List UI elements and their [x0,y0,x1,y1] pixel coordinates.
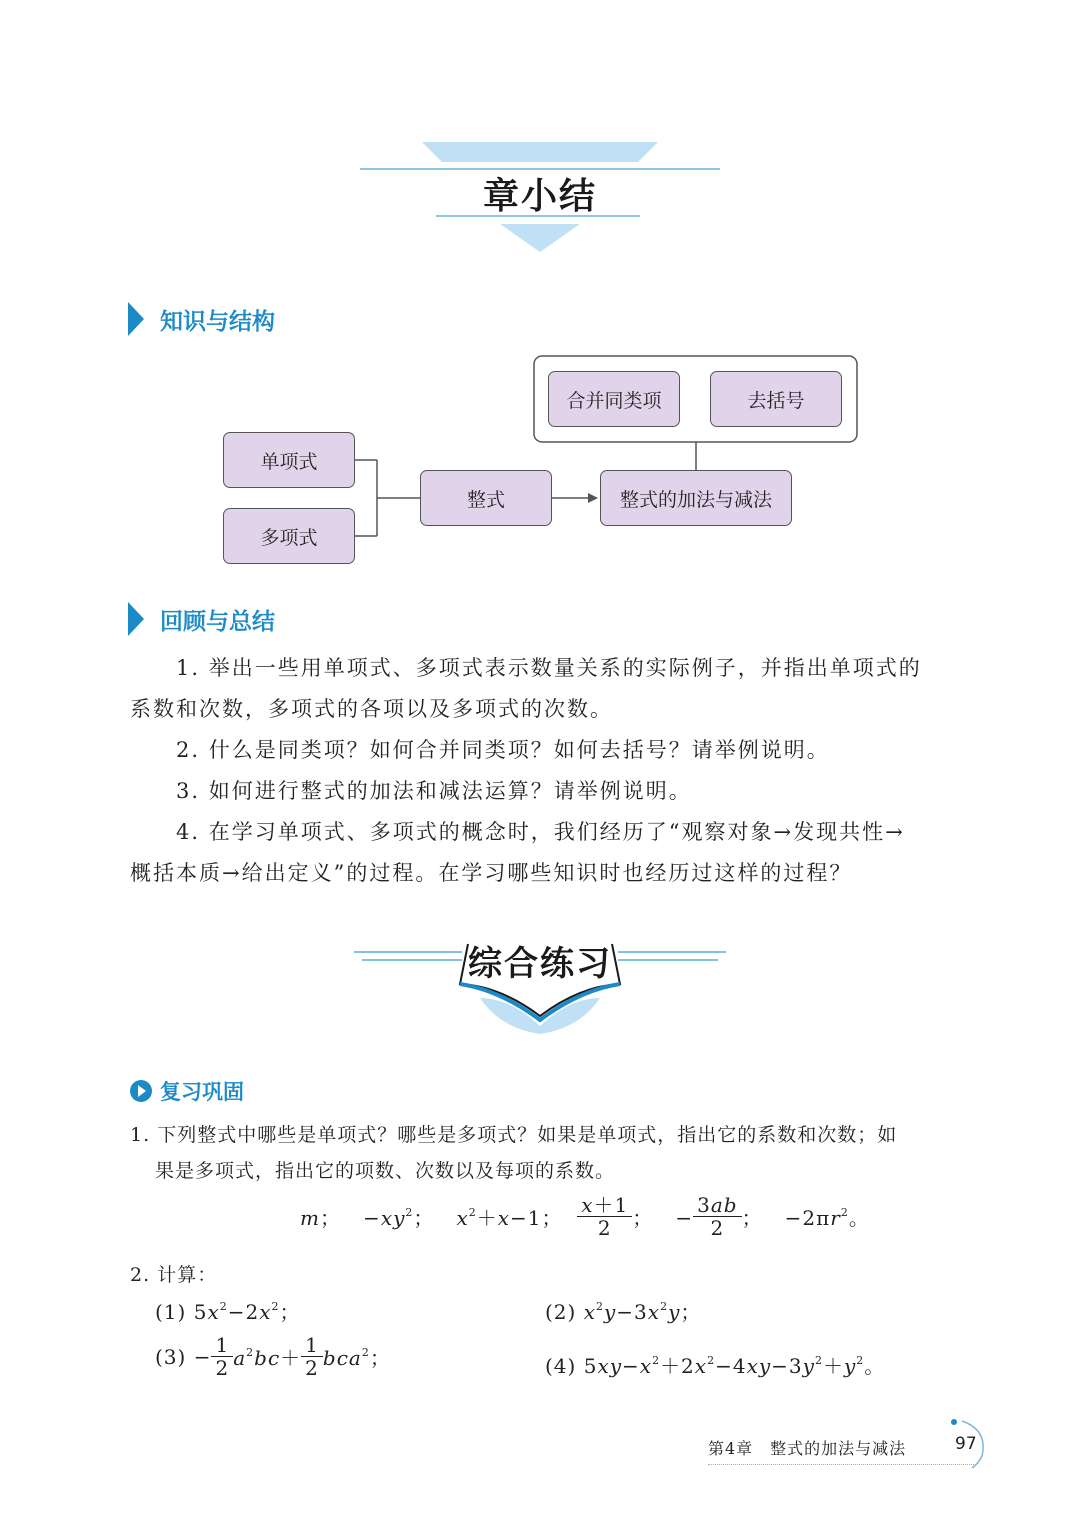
concept-box-combine-like-terms: 合并同类项 [548,371,680,427]
page-corner-arc-icon [948,1416,992,1470]
section-title: 知识与结构 [160,308,275,335]
question-2-part-3: (3) − $\frac{1}{2}$ $a^2bc+$ $\frac{1}{2}$ bca$^2$； [155,1333,391,1380]
question-1-expressions: m； $-xy^2$； $x^2+x-1$； $\frac{x+1}{2}$ ； − $\frac{3ab}{2}$ ； $-2\pi r^2$。 [300,1193,870,1240]
chapter-title: 章小结 [482,175,597,217]
concept-box-remove-brackets: 去括号 [710,371,842,427]
footer-divider [708,1464,976,1465]
section-arrow-icon [128,602,144,636]
question-1-line-1: 1. 下列整式中哪些是单项式？哪些是多项式？如果是单项式，指出它的系数和次数；如 [130,1124,898,1146]
page-number: 97 [955,1434,977,1454]
play-circle-icon [130,1080,152,1102]
concept-box-add-subtract: 整式的加法与减法 [600,470,792,526]
question-2-part-1: (1) $5x^2-2x^2$； [155,1300,301,1324]
review-item-4: 4. 在学习单项式、多项式的概念时，我们经历了“观察对象→发现共性→ 概括本质→给出定义”的过程。在学习哪些知识时也经历过这样的过程？ [130,820,905,885]
review-item-2: 2. 什么是同类项？如何合并同类项？如何去括号？请举例说明。 [176,738,830,762]
review-item-3: 3. 如何进行整式的加法和减法运算？请举例说明。 [176,779,692,803]
review-item-1: 1. 举出一些用单项式、多项式表示数量关系的实际例子，并指出单项式的 系数和次数，多项式的各项以及多项式的次数。 [130,656,922,721]
section-header-review-summary [128,602,275,636]
exercise-title: 综合练习 [468,944,612,984]
concept-map-connectors [0,0,1080,620]
concept-box-polynomial: 多项式 [223,508,355,564]
section-title: 回顾与总结 [160,608,275,635]
concept-box-integral-expression: 整式 [420,470,552,526]
question-2-part-4: (4) $5xy-x^2+2x^2-4xy-3y^2+y^2$。 [545,1354,886,1378]
concept-box-monomial: 单项式 [223,432,355,488]
subsection-review-consolidate: 复习巩固 [130,1076,244,1106]
question-1-line-2: 果是多项式，指出它的项数、次数以及每项的系数。 [155,1160,616,1182]
question-2-label: 2. 计算： [130,1264,218,1286]
question-2-part-2: (2) $x^2y-3x^2y$； [545,1300,702,1324]
footer-chapter-label: 第4章 整式的加法与减法 [708,1439,907,1458]
